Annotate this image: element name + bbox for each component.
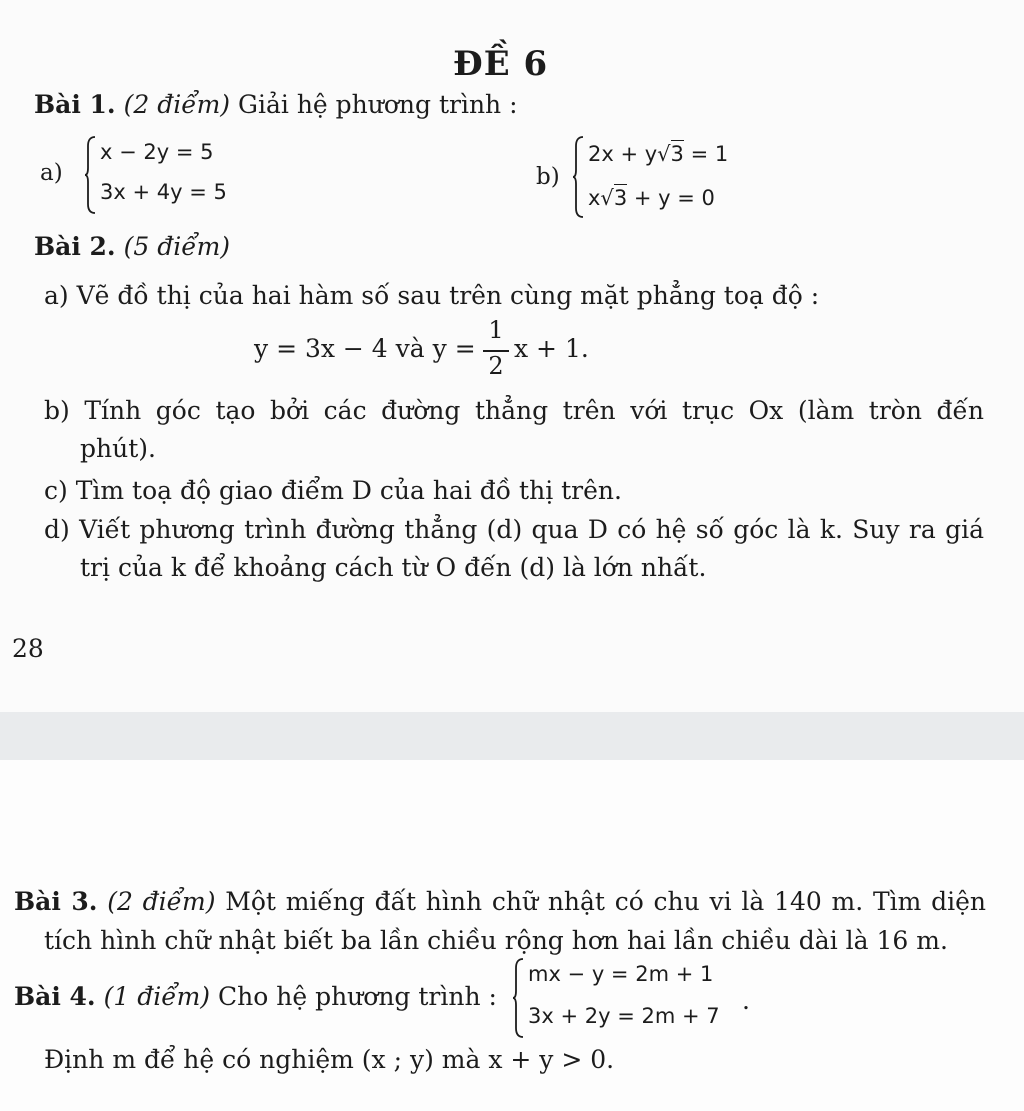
bai2-c-line: c) Tìm toạ độ giao điểm D của hai đồ thị trên. [44,476,622,505]
bai2-a-formula-right: x + 1. [514,334,589,363]
bai3-line2: tích hình chữ nhật biết ba lần chiều rộng hơn hai lần chiều dài là 16 m. [44,926,948,955]
page-lower [0,760,1024,1111]
bai1-a-system [84,136,344,214]
bai2-a-text: a) Vẽ đồ thị của hai hàm số sau trên cùng mặt phẳng toạ độ : [44,281,820,310]
bai3-points: (2 điểm) [107,887,216,916]
bai2-points: (5 điểm) [123,232,231,261]
bai2-d-line1: d) Viết phương trình đường thẳng (d) qua D có hệ số góc là k. Suy ra giá [44,515,984,544]
left-brace-icon [512,958,524,1038]
bai4-eq-end: . [742,986,750,1015]
bai2-a-formula-left: y = 3x − 4 và y = [254,334,476,363]
bai4-eq2: 3x + 2y = 2m + 7 [528,1004,720,1028]
bai1-label: Bài 1. [34,90,116,119]
bai2-frac-denominator: 2 [488,352,504,380]
bai1-b-label: b) [536,164,560,190]
bai1-b-eq1: 2x + y√3 = 1 [588,142,729,166]
bai3-label: Bài 3. [14,887,98,916]
bai4-eq1: mx − y = 2m + 1 [528,962,714,986]
bai2-b-line1: b) Tính góc tạo bởi các đường thẳng trên với trục Ox (làm tròn đến [44,396,984,425]
page-number: 28 [12,634,44,663]
exam-title: ĐỀ 6 [453,44,549,84]
bai1-a-eq2: 3x + 4y = 5 [100,180,227,204]
bai2-label: Bài 2. [34,232,116,261]
page-separator [0,712,1024,760]
bai4-heading [14,982,497,1011]
left-brace-icon [572,136,584,218]
bai4-label: Bài 4. [14,982,96,1011]
bai1-text: Giải hệ phương trình : [238,90,518,119]
bai1-a-eq1: x − 2y = 5 [100,140,214,164]
bai3-line1 [14,887,986,916]
bai4-points: (1 điểm) [103,982,211,1011]
bai2-heading [34,232,230,261]
bai4-text: Cho hệ phương trình : [218,982,497,1011]
left-brace-icon [84,136,96,214]
bai1-heading [34,90,518,119]
bai2-d-line2: trị của k để khoảng cách từ O đến (d) là lớn nhất. [80,553,707,582]
bai1-a-label: a) [40,160,63,186]
bai4-line2: Định m để hệ có nghiệm (x ; y) mà x + y > 0. [44,1045,615,1074]
bai3-text: Một miếng đất hình chữ nhật có chu vi là 140 m. Tìm diện [225,887,986,916]
bai1-points: (2 điểm) [123,90,231,119]
bai1-b-system [572,136,832,218]
bai1-b-eq2: x√3 + y = 0 [588,186,715,210]
bai4-system [512,958,772,1038]
bai2-b-line2: phút). [80,434,156,463]
bai2-frac-numerator: 1 [488,316,504,344]
